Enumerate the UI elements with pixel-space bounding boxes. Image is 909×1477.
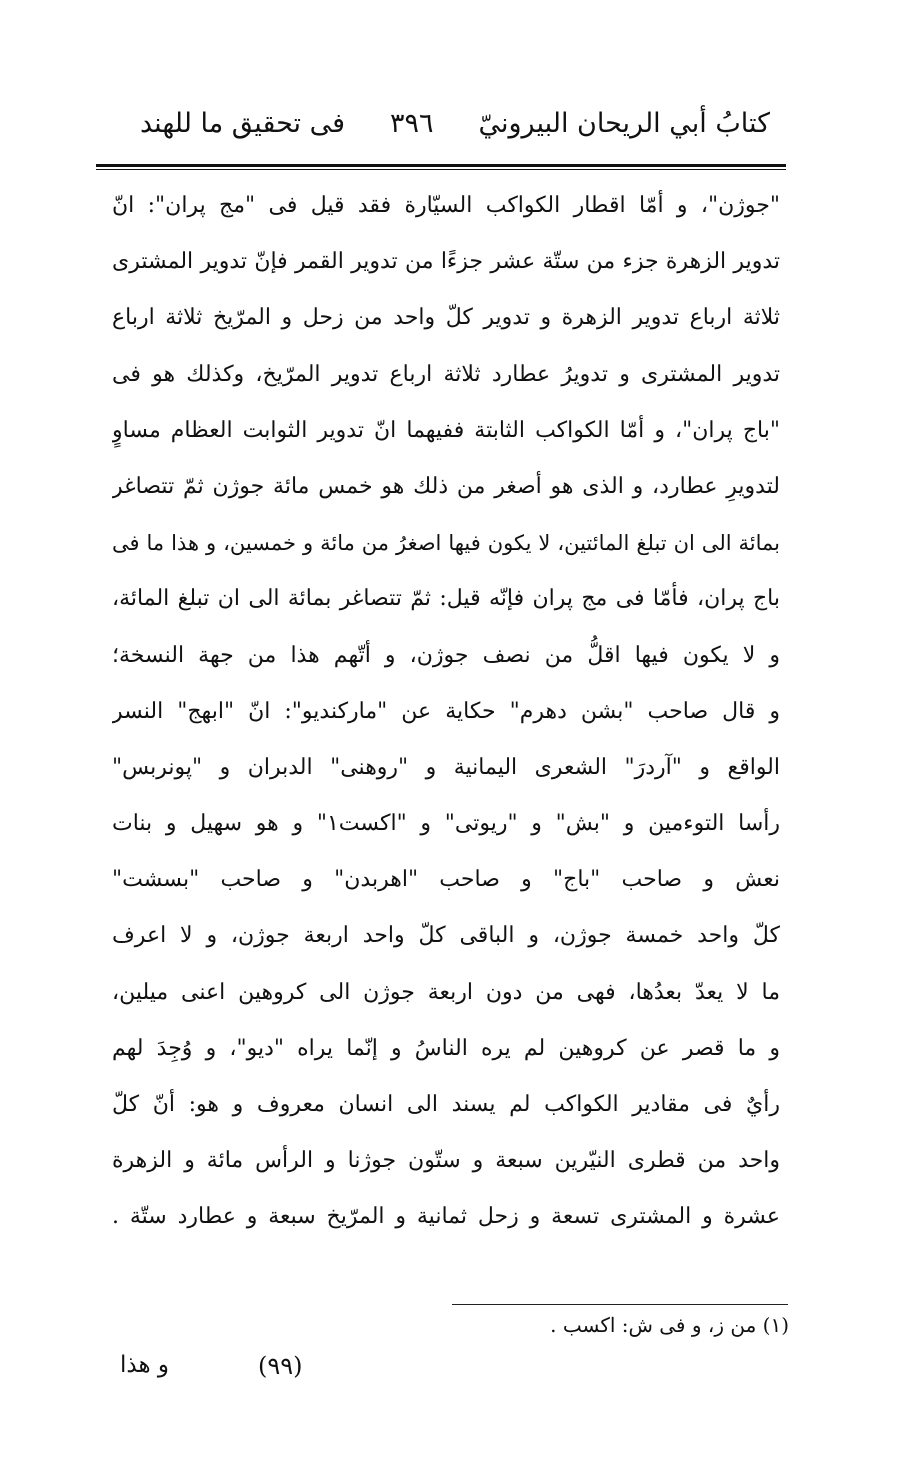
text-line: بمائة الى ان تبلغ المائتين، لا يكون فيها اصغرُ من مائة و خمسين، و هذا ما فى — [112, 531, 780, 556]
main-text — [112, 178, 780, 1246]
text-line: "باج پران"، و أمّا الكواكب الثابتة ففيهما انّ تدوير الثوابت العظام مساوٍ — [112, 417, 780, 443]
running-title: فى تحقيق ما للهند — [140, 108, 346, 139]
header-rule — [96, 164, 786, 167]
text-line: رأيٌ فى مقادير الكواكب لم يسند الى انسان معروف و هو: أنّ كلّ — [112, 1092, 780, 1117]
text-line: تدوير المشترى و تدويرُ عطارد ثلاثة ارباع تدوير المرّيخ، وكذلك هو فى — [112, 361, 780, 387]
text-line: باج پران، فأمّا فى مج پران فإنّه قيل: ثمّ تتصاغر بمائة الى ان تبلغ المائة، — [112, 586, 780, 612]
text-line: نعش و صاحب "باج" و صاحب "اهربدن" و صاحب "بسشت" — [112, 867, 780, 893]
footnote: (١) من ز، و فى ش: اكسب . — [550, 1313, 789, 1337]
text-line: كلّ واحد خمسة جوژن، و الباقى كلّ واحد اربعة جوژن، و لا اعرف — [112, 923, 780, 949]
text-line: رأسا التوءمين و "بش" و "ريوتى" و "اكست١" و هو سهيل و بنات — [112, 811, 780, 837]
page-number: ٣٩٦ — [390, 108, 434, 139]
text-line: ما لا يعدّ بعدُها، فهى من دون اربعة جوژن الى كروهين اعنى ميلين، — [112, 979, 780, 1005]
signature-mark: (٩٩) — [258, 1352, 303, 1380]
catchword: و هذا — [120, 1352, 170, 1378]
header-rule-thin — [96, 169, 786, 170]
text-line: تدوير الزهرة جزء من ستّة عشر جزءًا من تدوير القمر فإنّ تدوير المشترى — [112, 249, 780, 275]
text-line: و ما قصر عن كروهين لم يره الناسُ و إنّما يراه "ديو"، و وُجِدَ لهم — [112, 1035, 780, 1061]
text-line: و لا يكون فيها اقلُّ من نصف جوژن، و أتّهم هذا من جهة النسخة؛ — [112, 642, 780, 668]
footnote-rule — [452, 1304, 788, 1305]
text-line: واحد من قطرى النيّرين سبعة و ستّون جوژنا و الرأس مائة و الزهرة — [112, 1148, 780, 1174]
text-line: الواقع و "آردرَ" الشعرى اليمانية و "روهنى" الدبران و "پونربس" — [112, 754, 780, 780]
text-line: عشرة و المشترى تسعة و زحل ثمانية و المرّيخ سبعة و عطارد ستّة . — [112, 1204, 780, 1230]
book-title: كتابُ أبي الريحان البيرونيّ — [478, 108, 770, 139]
text-line: "جوژن"، و أمّا اقطار الكواكب السيّارة فقد قيل فى "مج پران": انّ — [112, 193, 780, 218]
text-line: لتدويرِ عطارد، و الذى هو أصغر من ذلك هو خمس مائة جوژن ثمّ تتصاغر — [112, 473, 780, 499]
text-line: ثلاثة ارباع تدوير الزهرة و تدوير كلّ واحد من زحل و المرّيخ ثلاثة ارباع — [112, 305, 780, 331]
text-line: و قال صاحب "بشن دهرم" حكاية عن "ماركنديو": انّ "ابهج" النسر — [112, 698, 780, 724]
page-header — [130, 108, 770, 158]
